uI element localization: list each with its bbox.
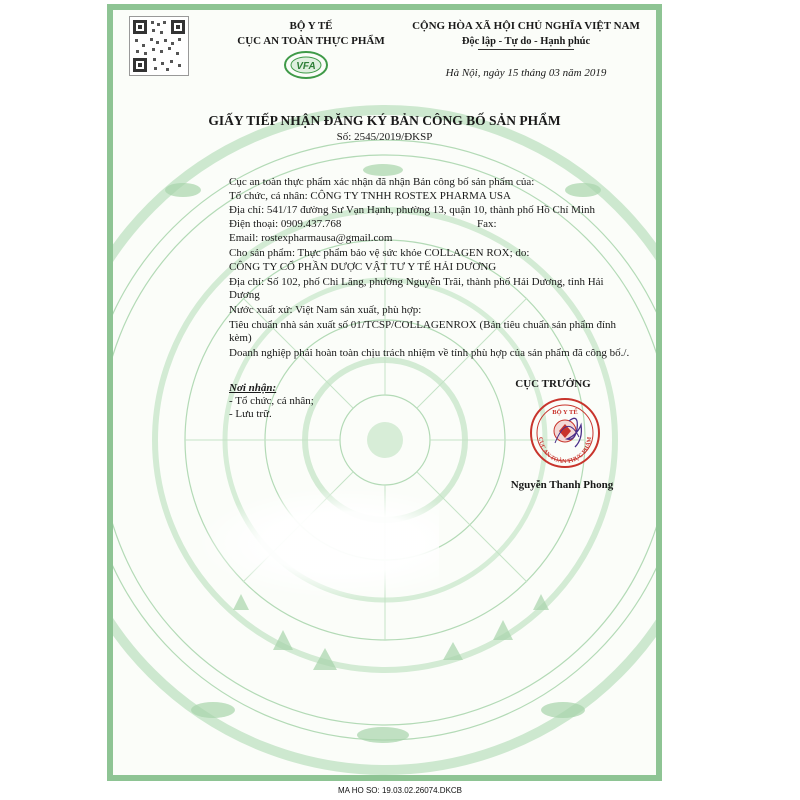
- certificate-document: [107, 4, 662, 781]
- body-line: Địa chỉ: Số 102, phố Chi Lăng, phường Nguyễn Trãi, thành phố Hải Dương, tỉnh Hải: [229, 276, 604, 288]
- body-line: Cho sản phẩm: Thực phẩm bảo vệ sức khỏe COLLAGEN ROX; do:: [229, 247, 530, 259]
- seal-ring-text: CỤC AN TOÀN THỰC PHẨM: [536, 436, 594, 466]
- body-line: Điện thoại: 0909.437.768: [229, 218, 342, 230]
- ministry-name: BỘ Y TẾ: [289, 20, 333, 32]
- nation-title: CỘNG HÒA XÃ HỘI CHỦ NGHĨA VIỆT NAM: [412, 20, 640, 32]
- body-line: kèm): [229, 332, 252, 344]
- recipient-item: - Lưu trữ.: [229, 408, 272, 420]
- body-line: Cục an toàn thực phẩm xác nhận đã nhận Bản công bố sản phẩm của:: [229, 176, 535, 188]
- seal-top-text: BỘ Y TẾ: [552, 409, 578, 416]
- body-line: Tiêu chuẩn nhà sản xuất số 01/TCSP/COLLAGENROX (Bản tiêu chuẩn sản phẩm đính: [229, 319, 616, 331]
- vfa-logo-text: VFA: [296, 61, 316, 72]
- recipient-item: - Tổ chức, cá nhân;: [229, 395, 314, 407]
- dossier-code: MA HO SO: 19.03.02.26074.DKCB: [337, 786, 463, 795]
- body-line: Nước xuất xứ: Việt Nam sản xuất, phù hợp:: [229, 304, 422, 316]
- document-number: Số: 2545/2019/ĐKSP: [336, 131, 433, 143]
- recipients-heading: Nơi nhận:: [229, 382, 277, 394]
- national-motto: Độc lập - Tự do - Hạnh phúc: [461, 36, 591, 47]
- place-date: Hà Nội, ngày 15 tháng 03 năm 2019: [445, 67, 607, 79]
- vfa-logo-icon: [283, 50, 329, 80]
- agency-name: CỤC AN TOÀN THỰC PHẨM: [237, 35, 385, 47]
- qr-code: [129, 16, 189, 76]
- motto-underline: [478, 49, 574, 50]
- signer-role: CỤC TRƯỞNG: [515, 378, 591, 390]
- body-line: Tổ chức, cá nhân: CÔNG TY TNHH ROSTEX PHARMA USA: [229, 190, 511, 202]
- body-line: Email: rostexpharmausa@gmail.com: [229, 232, 393, 244]
- blurred-area: [199, 488, 439, 598]
- document-title: GIẤY TIẾP NHẬN ĐĂNG KÝ BẢN CÔNG BỐ SẢN PHẨM: [208, 113, 561, 128]
- fax-label: Fax:: [477, 218, 497, 230]
- official-seal-icon: [525, 393, 605, 473]
- body-line: CÔNG TY CỔ PHẦN DƯỢC VẬT TƯ Y TẾ HẢI DƯƠNG: [229, 261, 497, 273]
- body-line: Dương: [229, 289, 260, 301]
- signer-name: Nguyễn Thanh Phong: [510, 479, 614, 491]
- body-line: Địa chỉ: 541/17 đường Sư Vạn Hạnh, phường 13, quận 10, thành phố Hồ Chí Minh: [229, 204, 596, 216]
- body-line: Doanh nghiệp phải hoàn toàn chịu trách nhiệm về tính phù hợp của sản phẩm đã công bố./.: [229, 347, 630, 359]
